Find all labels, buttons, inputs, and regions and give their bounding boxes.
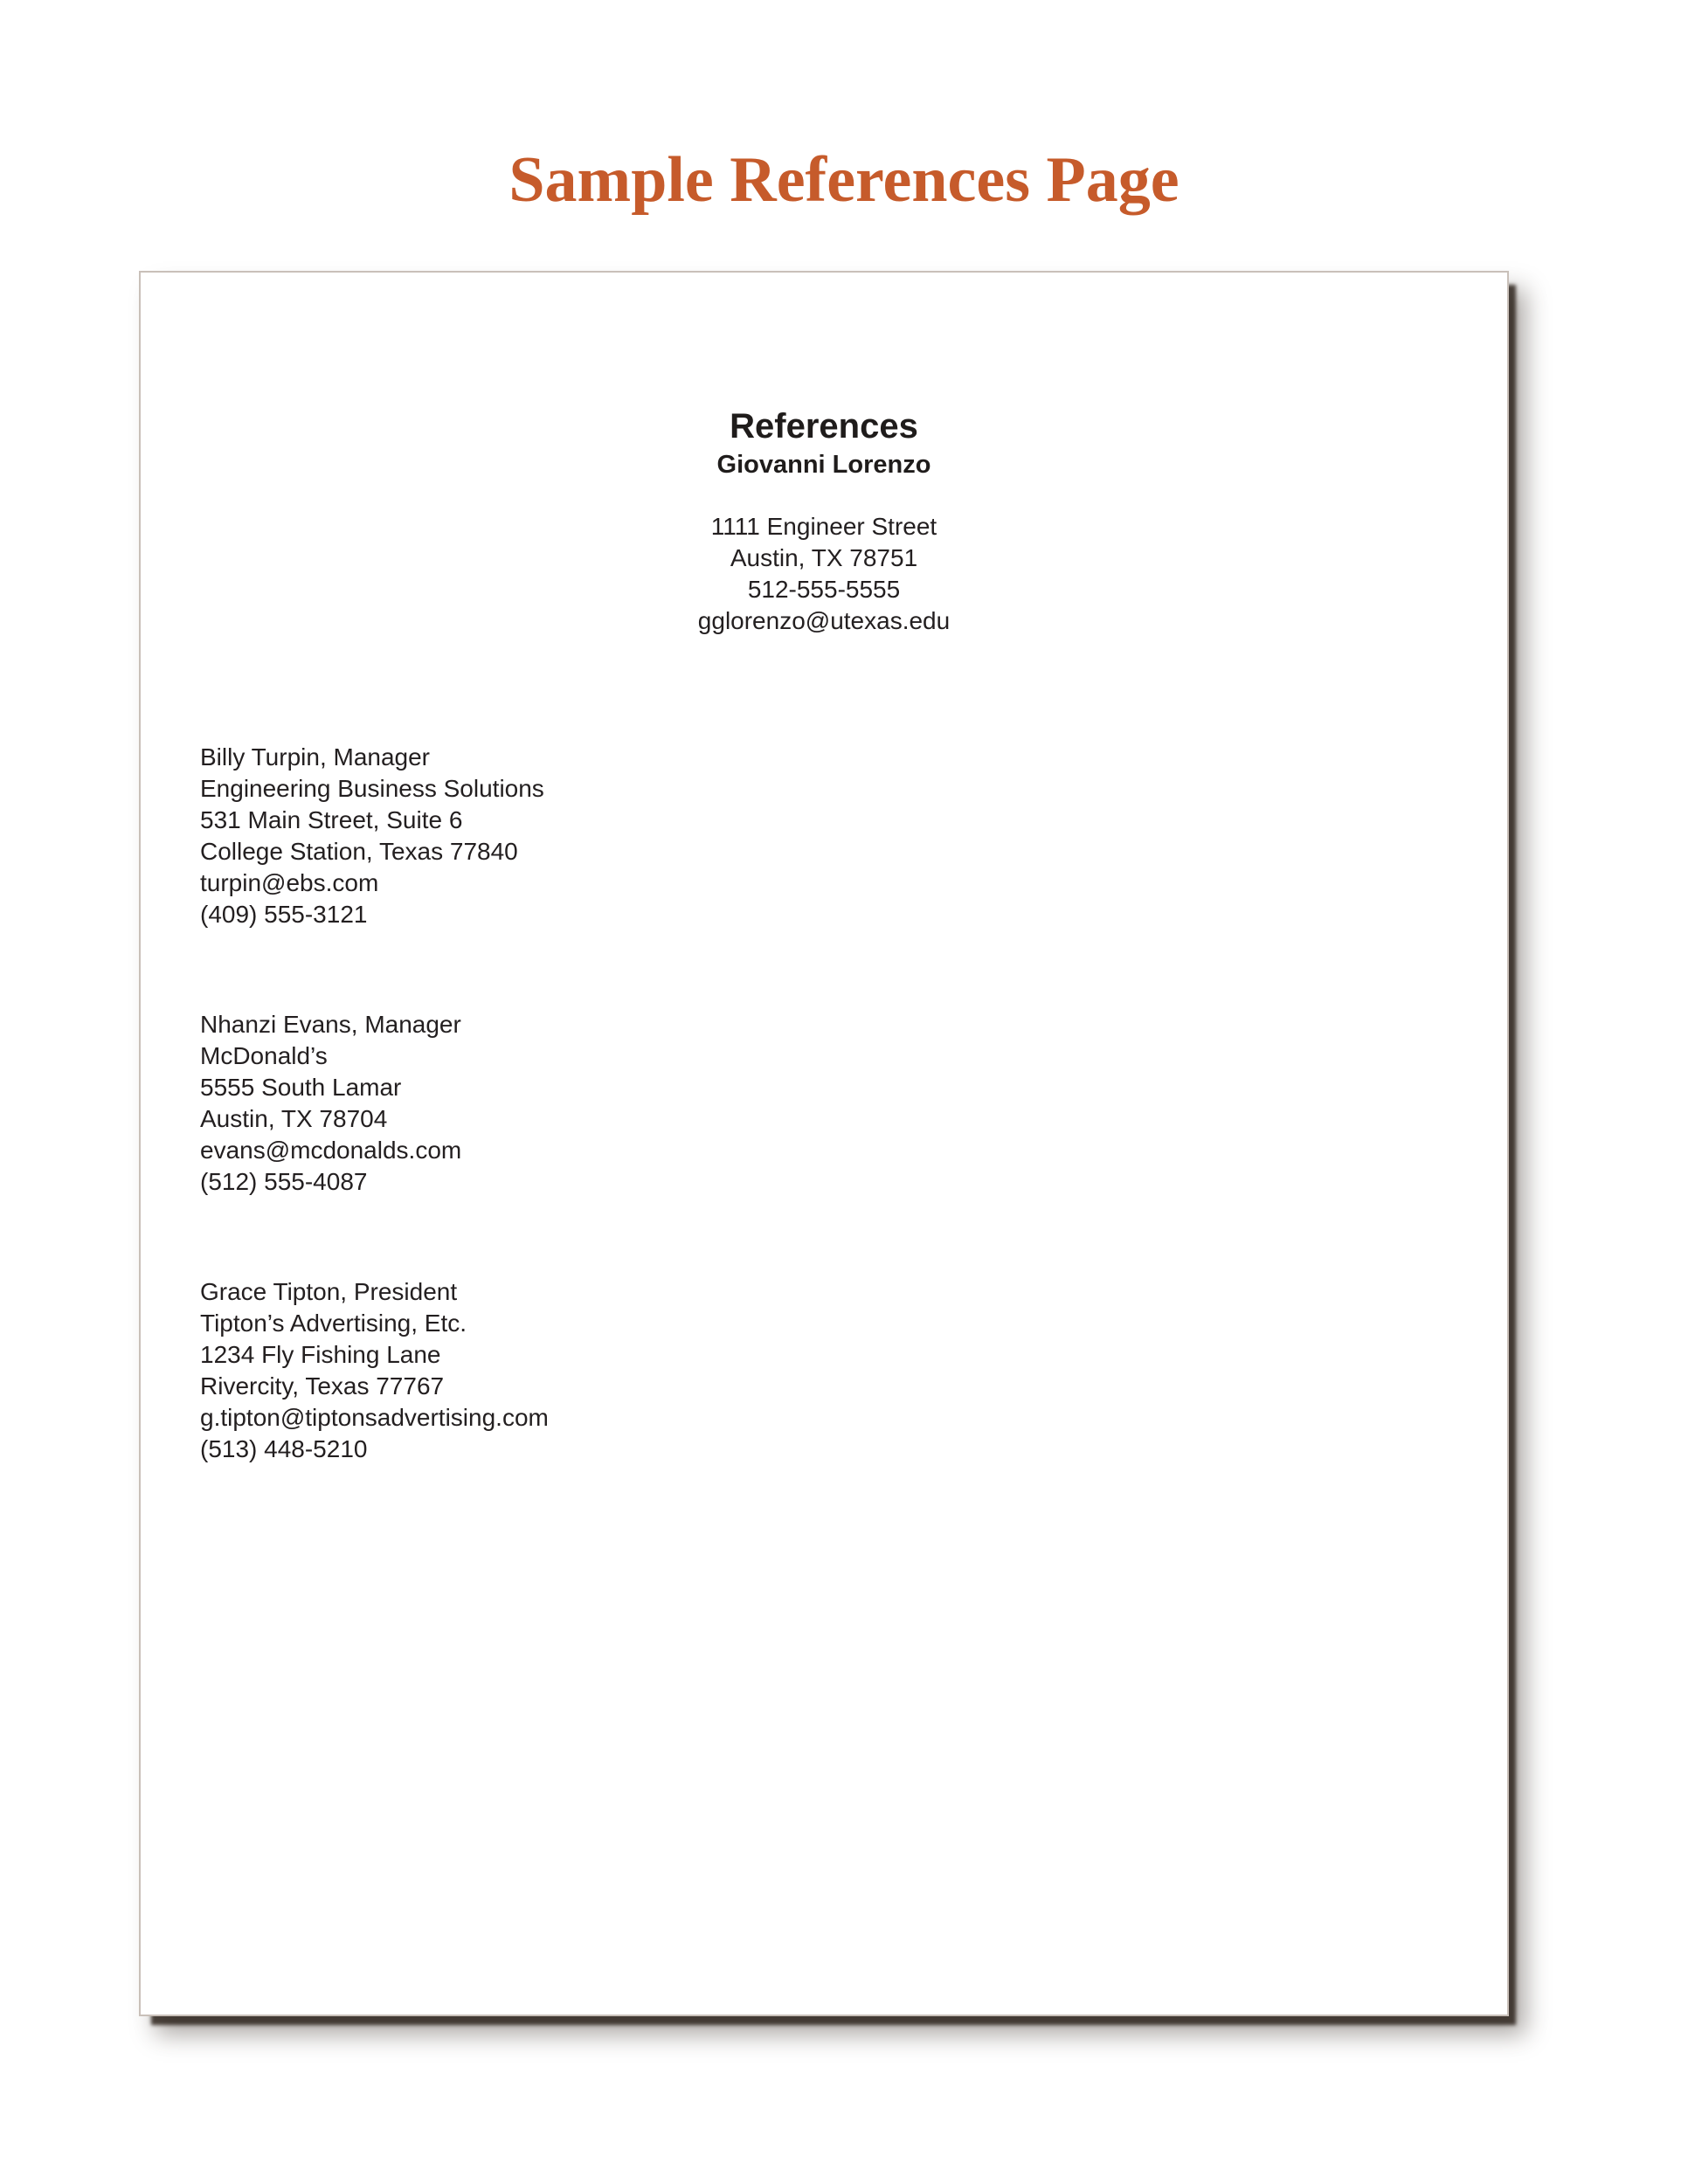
references-heading: References	[730, 407, 918, 446]
reference-city-state-zip: College Station, Texas 77840	[200, 838, 518, 865]
reference-city-state-zip: Rivercity, Texas 77767	[200, 1372, 445, 1400]
reference-company: Tipton’s Advertising, Etc.	[200, 1310, 467, 1337]
reference-street: 5555 South Lamar	[200, 1074, 402, 1101]
reference-company: Engineering Business Solutions	[200, 775, 544, 802]
references-list	[141, 742, 1507, 1465]
contact-block	[141, 511, 1507, 637]
reference-entry-3	[200, 1276, 1507, 1465]
reference-company: McDonald’s	[200, 1042, 328, 1069]
contact-street: 1111 Engineer Street	[710, 513, 937, 540]
reference-street: 531 Main Street, Suite 6	[200, 806, 463, 833]
reference-email: turpin@ebs.com	[200, 869, 379, 896]
reference-email: evans@mcdonalds.com	[200, 1137, 462, 1164]
contact-email: gglorenzo@utexas.edu	[697, 607, 951, 634]
reference-email: g.tipton@tiptonsadvertising.com	[200, 1404, 549, 1431]
document-page	[139, 271, 1509, 2016]
reference-entry-1	[200, 742, 1507, 930]
reference-name-title: Billy Turpin, Manager	[200, 743, 431, 771]
reference-phone: (409) 555-3121	[200, 901, 368, 928]
page-title: Sample References Page	[508, 144, 1180, 216]
author-name: Giovanni Lorenzo	[716, 451, 931, 479]
reference-city-state-zip: Austin, TX 78704	[200, 1105, 388, 1132]
reference-name-title: Grace Tipton, President	[200, 1278, 458, 1305]
contact-city-state-zip: Austin, TX 78751	[730, 544, 918, 571]
reference-entry-2	[200, 1009, 1507, 1198]
reference-name-title: Nhanzi Evans, Manager	[200, 1011, 461, 1038]
contact-phone: 512-555-5555	[747, 576, 901, 603]
reference-phone: (513) 448-5210	[200, 1435, 368, 1462]
reference-phone: (512) 555-4087	[200, 1168, 368, 1195]
reference-street: 1234 Fly Fishing Lane	[200, 1341, 441, 1368]
